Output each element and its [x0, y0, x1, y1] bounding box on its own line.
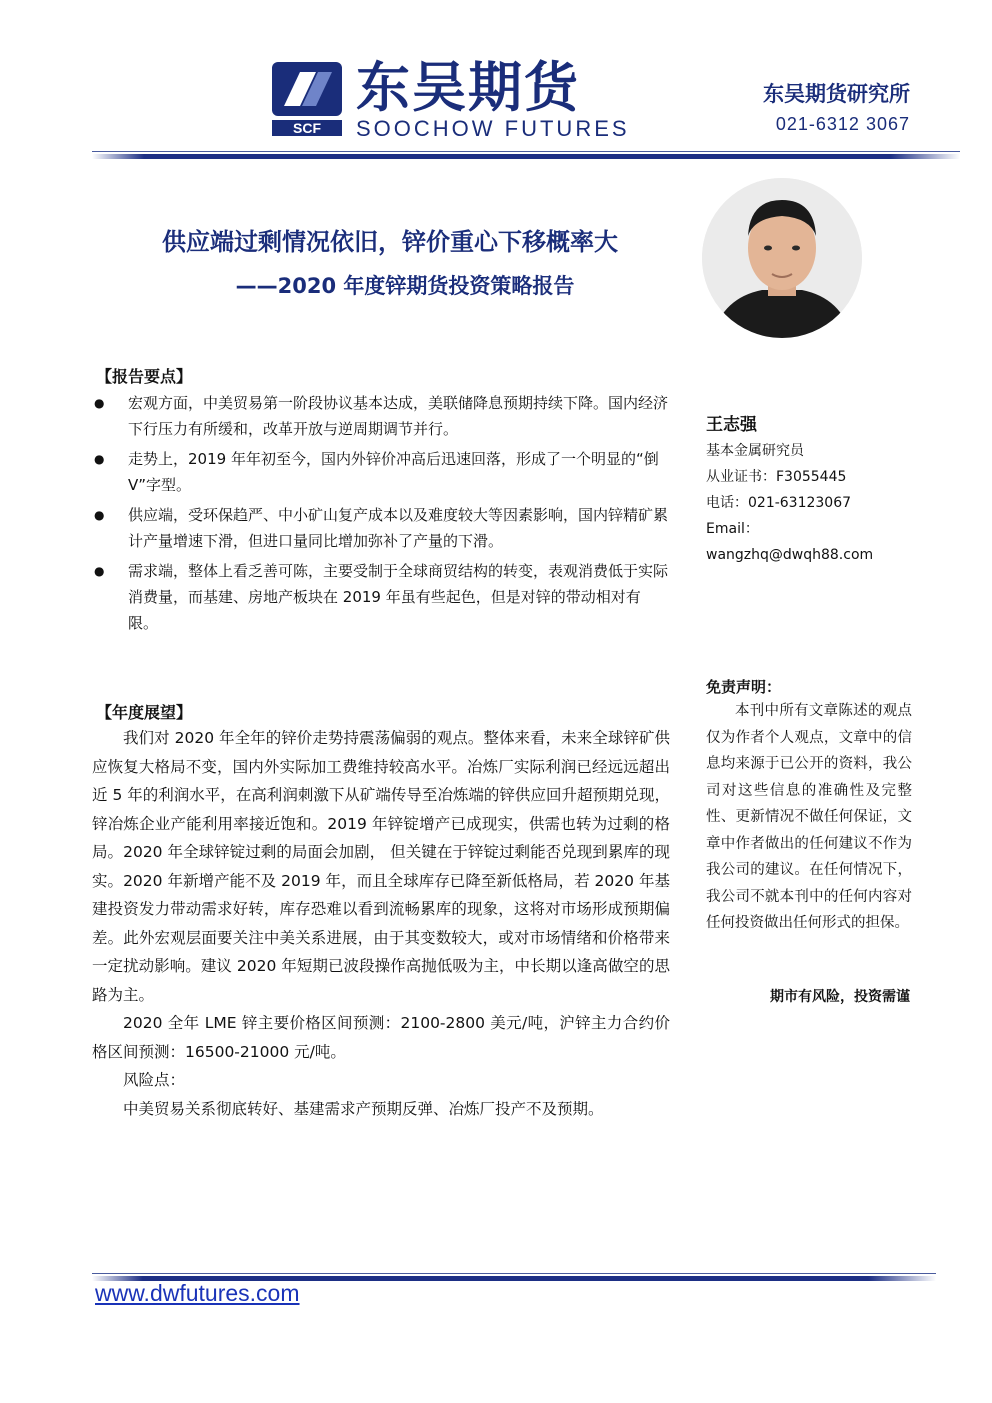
company-name-en: SOOCHOW FUTURES: [356, 116, 630, 141]
list-item: ● 宏观方面，中美贸易第一阶段协议基本达成，美联储降息预期持续下降。国内经济下行压力有所缓和，改革开放与逆周期调节并行。: [90, 390, 670, 442]
author-email[interactable]: wangzhq@dwqh88.com: [706, 547, 874, 563]
report-title: 供应端过剩情况依旧，锌价重心下移概率大: [162, 228, 618, 256]
list-item: ● 走势上，2019 年年初至今，国内外锌价冲高后迅速回落，形成了一个明显的“倒 V”字型。: [90, 446, 670, 498]
outlook-paragraph: 中美贸易关系彻底转好、基建需求产预期反弹、冶炼厂投产不及预期。: [123, 1099, 604, 1118]
institute-name: 东吴期货研究所: [763, 82, 910, 106]
outlook-body: [92, 724, 670, 1123]
list-item: ● 需求端，整体上看乏善可陈，主要受制于全球商贸结构的转变，表观消费低于实际消费量，而基建、房地产板块在 2019 年虽有些起色，但是对锌的带动相对有限。: [90, 558, 670, 636]
disclaimer-heading: 免责声明：: [706, 678, 782, 696]
footer-rule-thin: [92, 1273, 936, 1274]
author-license: 从业证书：F3055445: [706, 469, 847, 485]
header-rule-thick: [92, 154, 960, 159]
author-info: [706, 438, 916, 568]
risk-warning: 期市有风险，投资需谨: [770, 989, 910, 1005]
company-logo-icon: [272, 62, 342, 136]
author-title: 基本金属研究员: [706, 443, 804, 459]
outlook-paragraph: 我们对 2020 年全年的锌价走势持震荡偏弱的观点。整体来看，未来全球锌矿供应恢复大格局不变，国内外实际加工费维持较高水平。冶炼厂实际利润已经远远超出近 5 年的利润水平，在高利润刺激下从矿端传导至冶炼端的锌供应回升超预期兑现，锌冶炼企业产能利用率接近饱和。2019 年锌锭增产已成现实，供需也转为过剩的格局。2020 年全球锌锭过剩的局面会加剧， 但关键在于锌锭过剩能否兑现到累库的现实。2020 年新增产能不及 2019 年，而且全球库存已降至新低格局，若 2020 年基建投资发力带动需求好转，库存恐难以看到流畅累库的现象，这将对市场形成预期偏差。此外宏观层面要关注中美关系进展，由于其变数较大，或对市场情绪和价格带来一定扰动影响。建议 2020 年短期已波段操作高抛低吸为主，中长期以逢高做空的思路为主。: [92, 729, 670, 1004]
disclaimer-body: 本刊中所有文章陈述的观点仅为作者个人观点，文章中的信息均来源于已公开的资料，我公司对这些信息的准确性及完整性、更新情况不做任何保证，文章中作者做出的任何建议不作为我公司的建议。在任何情况下，我公司不就本刊中的任何内容对任何投资做出任何形式的担保。: [706, 703, 912, 931]
outlook-paragraph: 2020 全年 LME 锌主要价格区间预测：2100-2800 美元/吨，沪锌主力合约价格区间预测：16500-21000 元/吨。: [92, 1014, 670, 1061]
list-item: ● 供应端，受环保趋严、中小矿山复产成本以及难度较大等因素影响，国内锌精矿累计产量增速下滑，但进口量同比增加弥补了产量的下滑。: [90, 502, 670, 554]
key-points-list: [90, 390, 670, 640]
author-phone: 电话：021-63123067: [706, 495, 852, 511]
report-subtitle: ——2020 年度锌期货投资策略报告: [235, 274, 575, 298]
outlook-paragraph: 风险点：: [123, 1071, 186, 1089]
author-name: 王志强: [706, 415, 757, 435]
logo-mark-text: SCF: [293, 120, 321, 136]
company-name-cn: 东吴期货: [356, 56, 580, 119]
key-points-heading: 【报告要点】: [96, 367, 193, 386]
header-rule-thin: [92, 151, 960, 152]
author-avatar: [702, 178, 862, 338]
website-link[interactable]: www.dwfutures.com: [95, 1280, 300, 1306]
institute-phone: 021-6312 3067: [775, 114, 910, 134]
outlook-heading: 【年度展望】: [96, 703, 193, 722]
author-email-label: Email：: [706, 521, 759, 537]
